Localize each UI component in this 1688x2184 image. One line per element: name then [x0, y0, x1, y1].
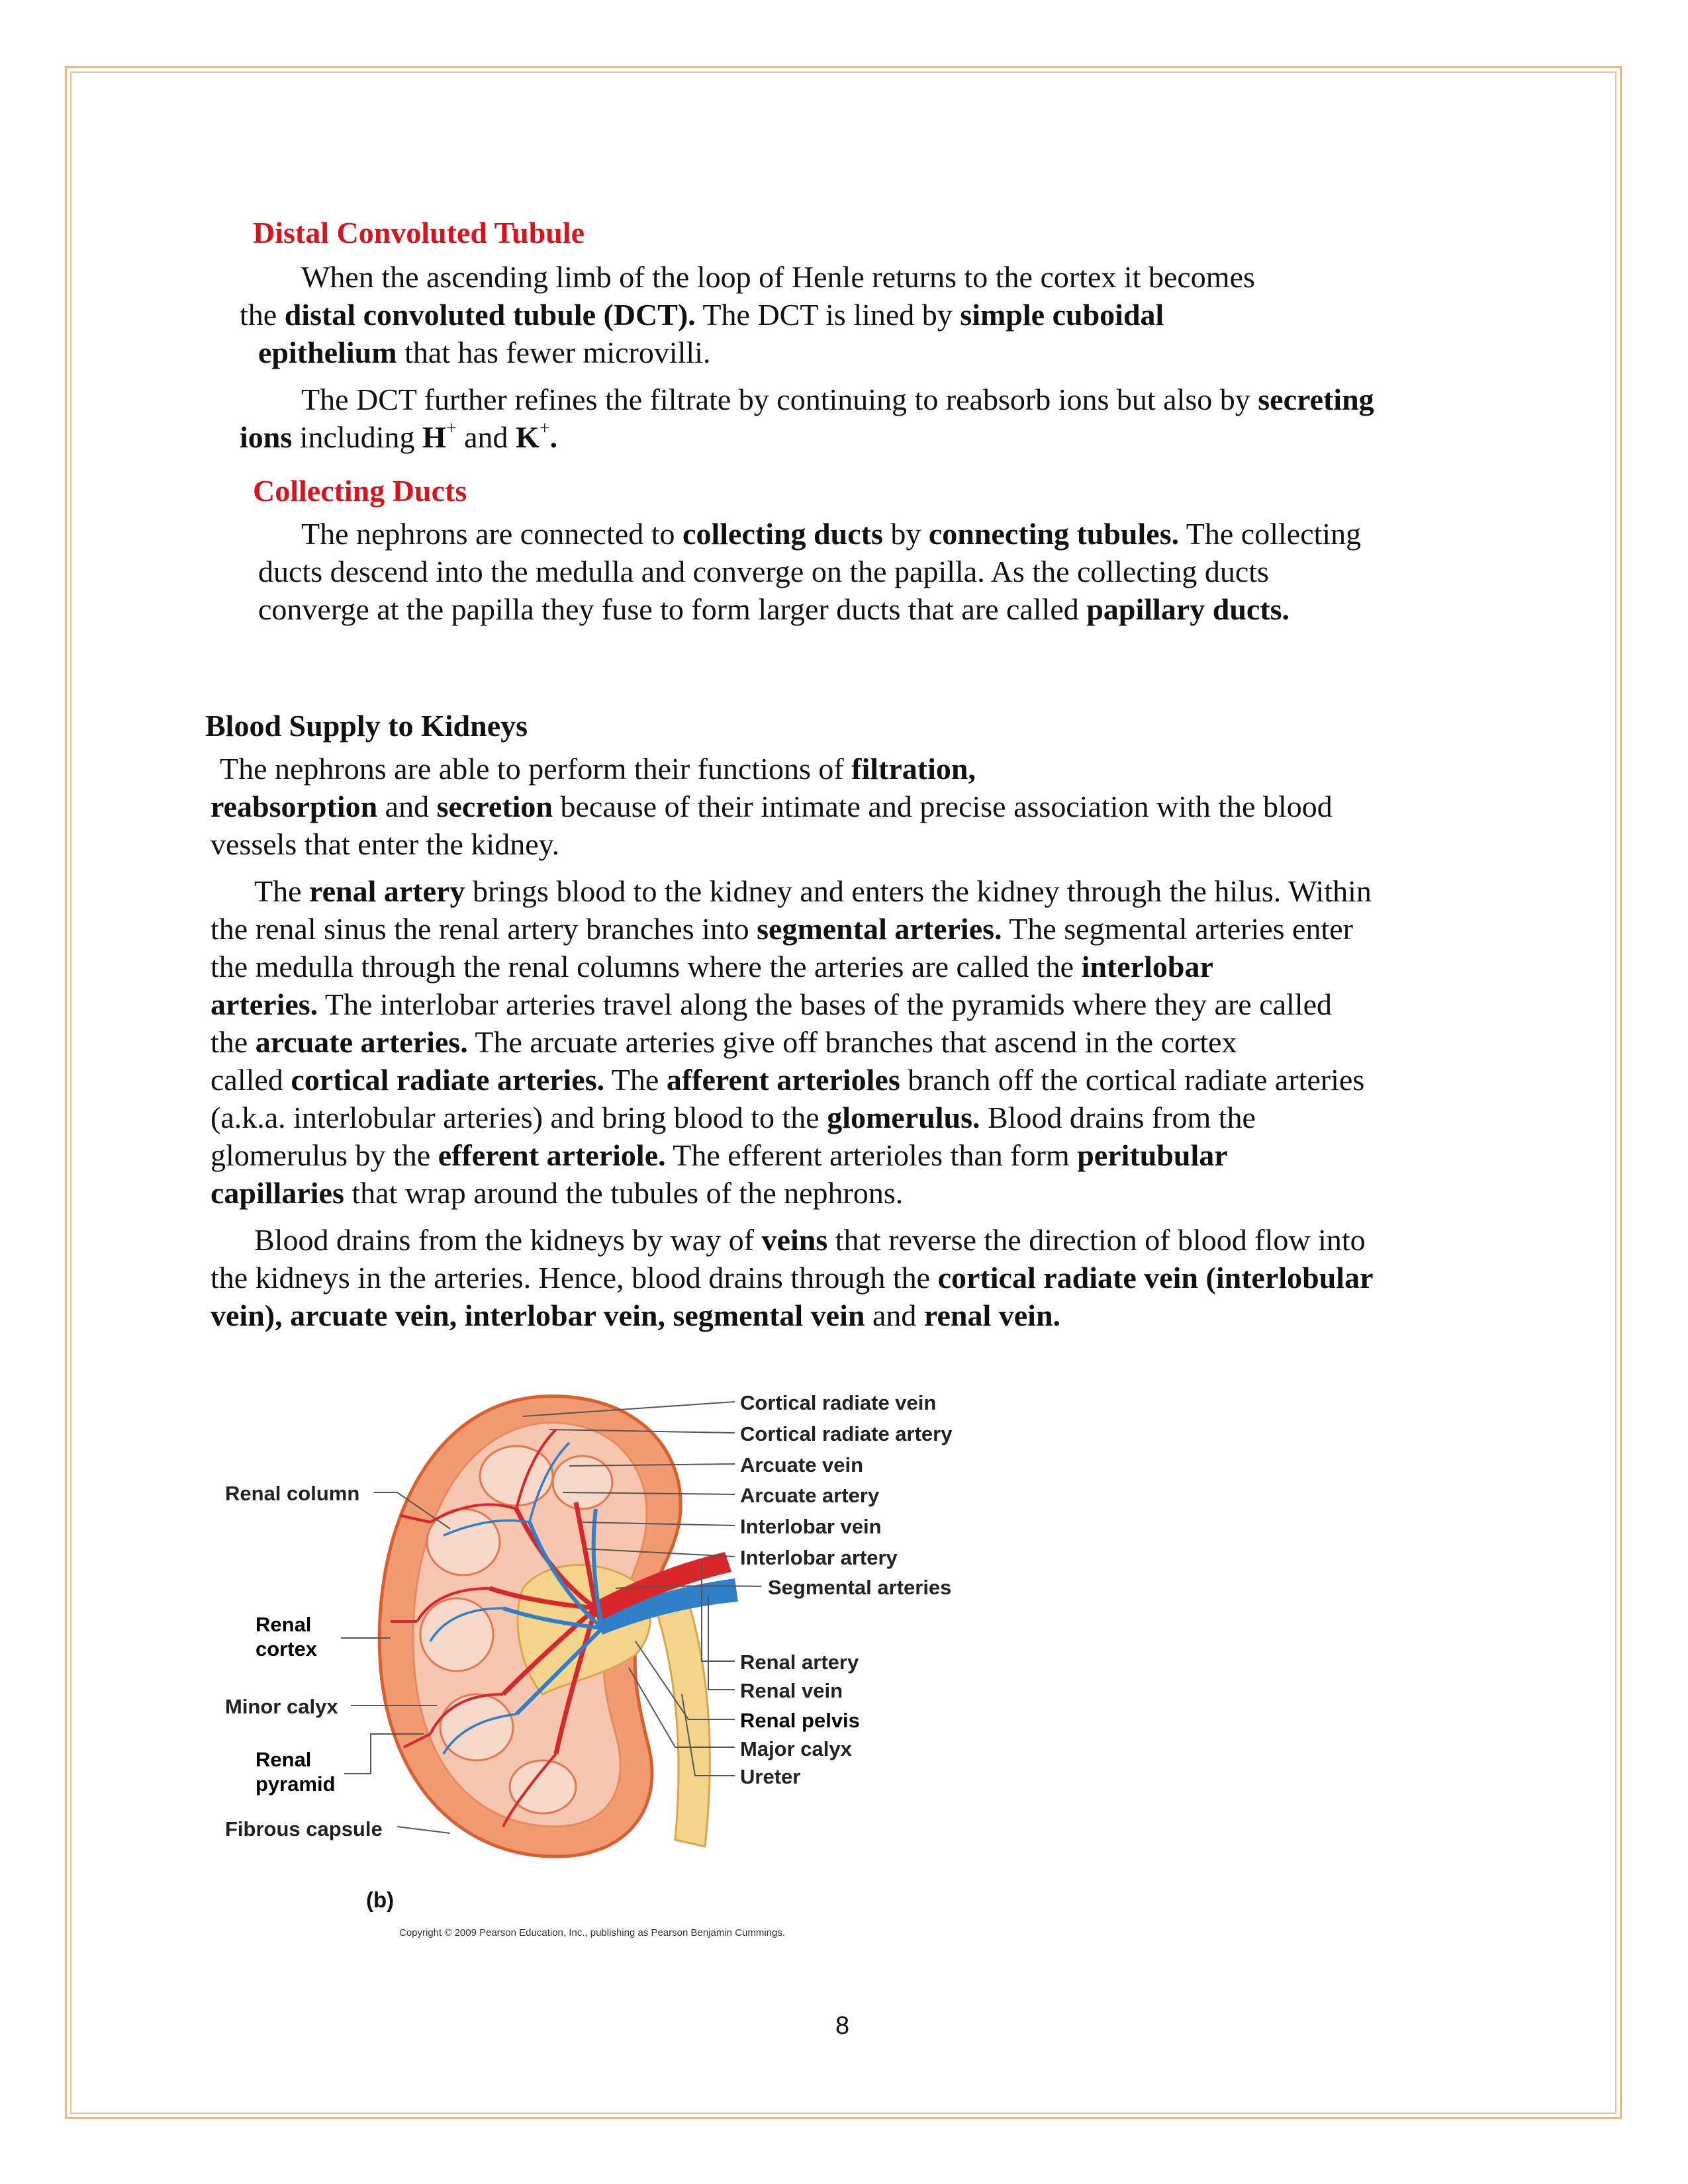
cd-line2: ducts descend into the medulla and converge on the papilla. As the collecting ducts — [258, 555, 1269, 588]
blood-p2-line2: the renal sinus the renal artery branches into segmental arteries. The segmental arteries enter — [211, 912, 1353, 946]
label-cortical-radiate-artery: Cortical radiate artery — [740, 1422, 953, 1445]
label-major-calyx: Major calyx — [740, 1737, 852, 1760]
blood-p2-line4: arteries. The interlobar arteries travel along the bases of the pyramids where they are called — [211, 987, 1333, 1021]
dct-p1-line3: epithelium that has fewer microvilli. — [258, 336, 711, 369]
dct-p2-line2: ions including H+ and K+. — [240, 418, 558, 454]
dct-p2-line1: The DCT further refines the filtrate by continuing to reabsorb ions but also by secreting — [301, 383, 1374, 416]
label-renal-cortex-1: Renal — [256, 1613, 312, 1636]
label-renal-pelvis: Renal pelvis — [740, 1709, 860, 1732]
figure-panel-label: (b) — [366, 1888, 395, 1912]
label-renal-pyramid-1: Renal — [256, 1748, 312, 1771]
blood-p1-line3: vessels that enter the kidney. — [211, 827, 560, 861]
blood-p2-line6: called cortical radiate arteries. The afferent arterioles branch off the cortical radiate arteries — [211, 1063, 1365, 1097]
label-arcuate-artery: Arcuate artery — [740, 1484, 880, 1507]
dct-p1-line1: When the ascending limb of the loop of Henle returns to the cortex it becomes — [301, 260, 1255, 294]
dct-p1-line2: the distal convoluted tubule (DCT). The DCT is lined by simple cuboidal — [240, 298, 1164, 332]
label-segmental-arteries: Segmental arteries — [768, 1576, 952, 1599]
blood-p1-line1: The nephrons are able to perform their functions of filtration, — [220, 752, 976, 786]
dct-heading: Distal Convoluted Tubule — [253, 216, 585, 250]
blood-p1-line2: reabsorption and secretion because of their intimate and precise association with the blood — [211, 790, 1333, 823]
blood-p2-line8: glomerulus by the efferent arteriole. The efferent arterioles than form peritubular — [211, 1138, 1228, 1172]
label-renal-artery: Renal artery — [740, 1651, 859, 1674]
label-renal-cortex-2: cortex — [256, 1637, 318, 1661]
figure-copyright: Copyright © 2009 Pearson Education, Inc., publishing as Pearson Benjamin Cummings. — [399, 1927, 786, 1938]
blood-p2-line7: (a.k.a. interlobular arteries) and bring blood to the glomerulus. Blood drains from the — [211, 1101, 1256, 1134]
label-cortical-radiate-vein: Cortical radiate vein — [740, 1391, 937, 1414]
blood-p2-line1: The renal artery brings blood to the kidney and enters the kidney through the hilus. Within — [254, 874, 1372, 908]
label-interlobar-vein: Interlobar vein — [740, 1515, 882, 1538]
label-renal-pyramid-2: pyramid — [256, 1772, 336, 1796]
label-renal-column: Renal column — [225, 1482, 360, 1505]
label-minor-calyx: Minor calyx — [225, 1695, 338, 1718]
label-arcuate-vein: Arcuate vein — [740, 1453, 864, 1477]
label-ureter: Ureter — [740, 1765, 801, 1788]
cd-line3: converge at the papilla they fuse to form larger ducts that are called papillary ducts. — [258, 592, 1290, 626]
blood-p3-line3: vein), arcuate vein, interlobar vein, segmental vein and renal vein. — [211, 1298, 1061, 1332]
blood-p3-line2: the kidneys in the arteries. Hence, blood drains through the cortical radiate vein (interlobular — [211, 1261, 1374, 1295]
blood-heading: Blood Supply to Kidneys — [205, 709, 528, 743]
label-fibrous-capsule: Fibrous capsule — [225, 1817, 383, 1841]
page-number: 8 — [835, 2012, 850, 2040]
ureter-shape — [649, 1582, 710, 1846]
cd-line1: The nephrons are connected to collecting ducts by connecting tubules. The collecting — [301, 517, 1362, 551]
label-renal-vein: Renal vein — [740, 1679, 843, 1702]
blood-p2-line5: the arcuate arteries. The arcuate arteries give off branches that ascend in the cortex — [211, 1025, 1237, 1059]
label-interlobar-artery: Interlobar artery — [740, 1546, 898, 1569]
cd-heading: Collecting Ducts — [253, 474, 467, 508]
blood-p2-line3: the medulla through the renal columns where the arteries are called the interlobar — [211, 950, 1213, 983]
blood-p3-line1: Blood drains from the kidneys by way of veins that reverse the direction of blood flow into — [254, 1223, 1366, 1257]
blood-p2-line9: capillaries that wrap around the tubules of the nephrons. — [211, 1176, 904, 1210]
